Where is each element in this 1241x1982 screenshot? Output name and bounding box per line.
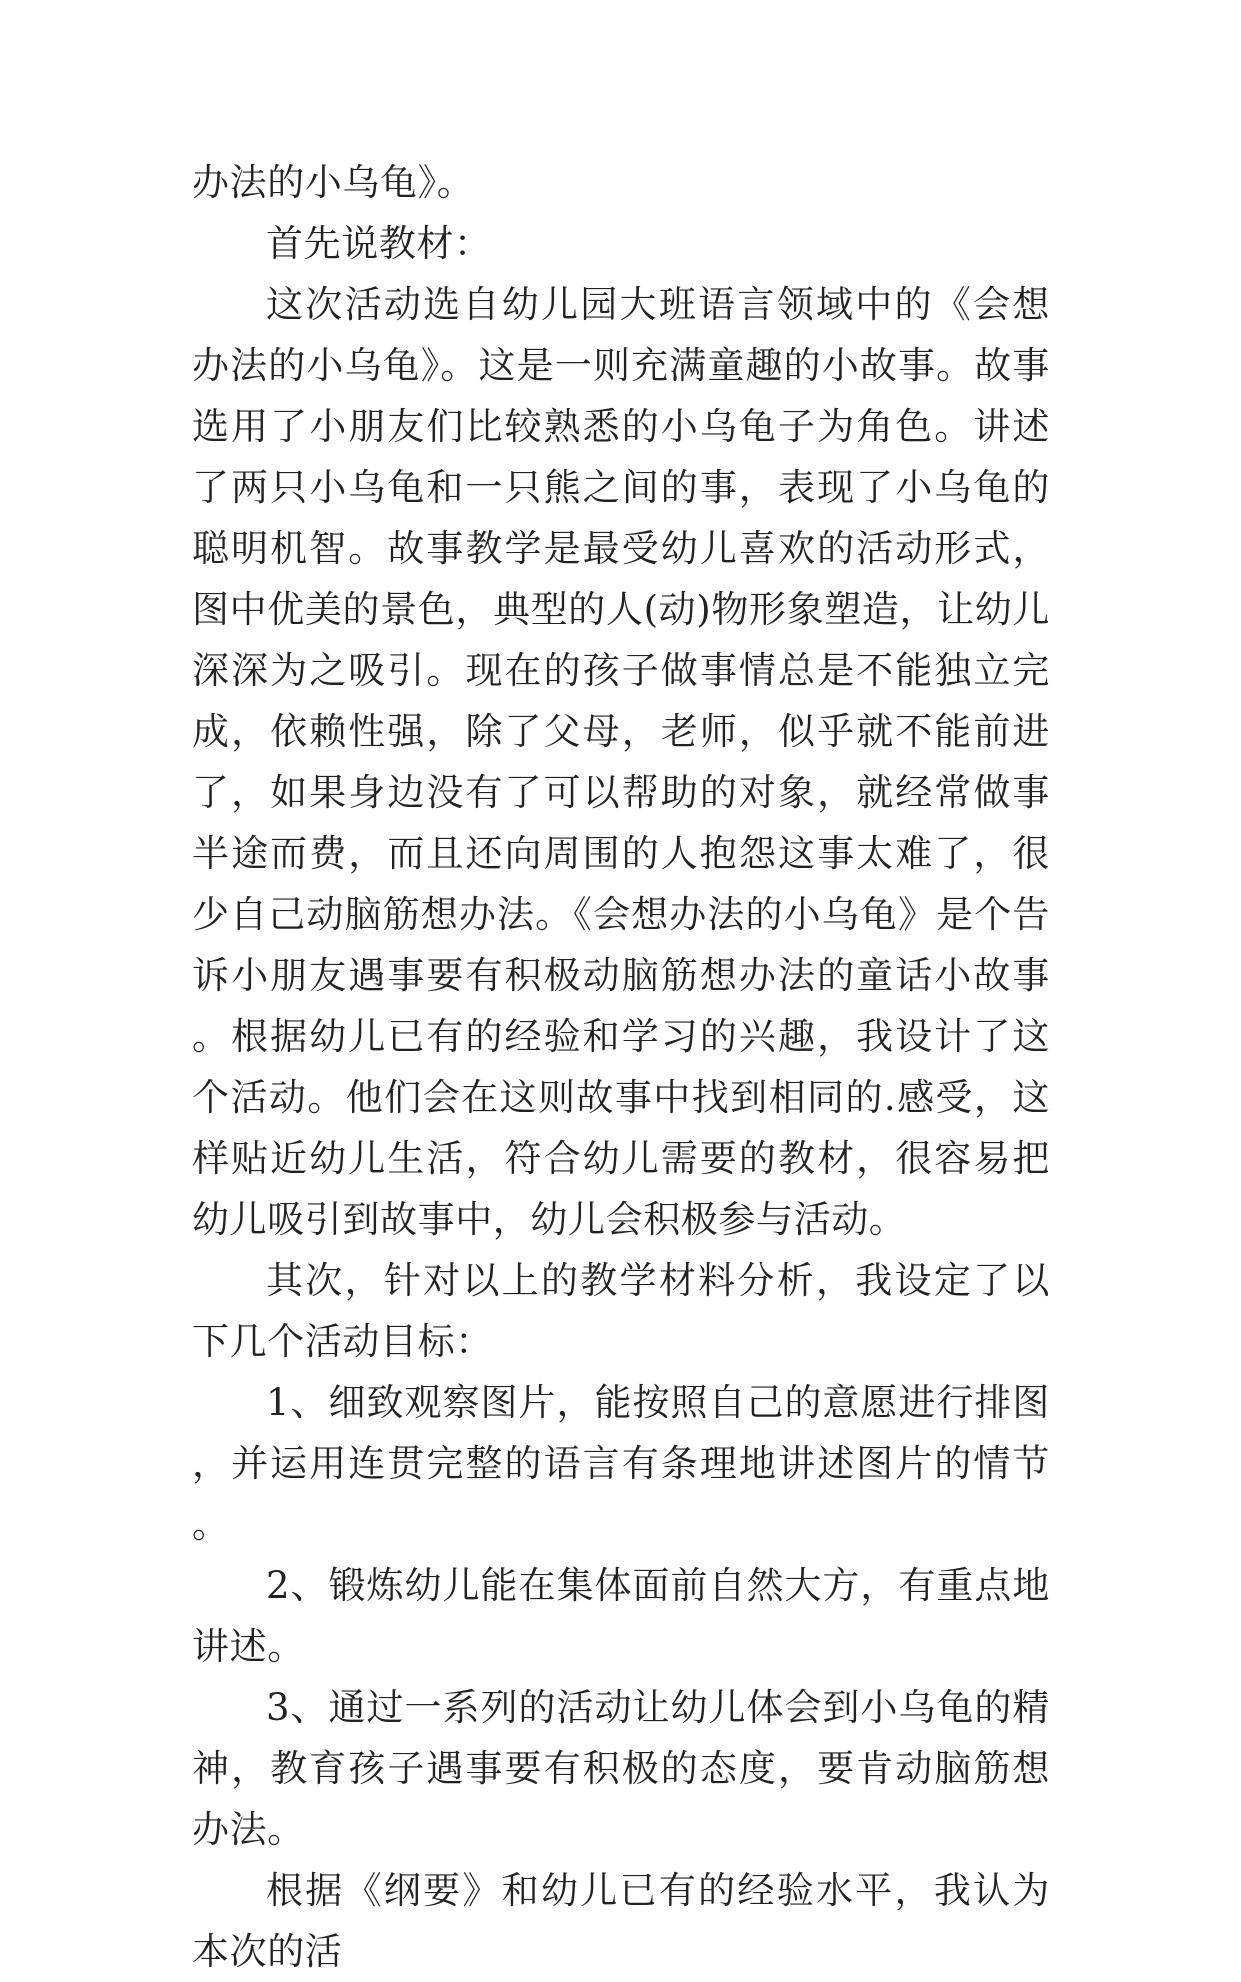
body-text — [192, 152, 1050, 1982]
paragraph-goal-1: 1、细致观察图片，能按照自己的意愿进行排图，并运用连贯完整的语言有条理地讲述图片的情节。 — [192, 1381, 1050, 1546]
paragraph-goal-3: 3、通过一系列的活动让幼儿体会到小乌龟的精神，教育孩子遇事要有积极的态度，要肯动脑筋想办法。 — [192, 1686, 1050, 1851]
paragraph-outline: 根据《纲要》和幼儿已有的经验水平，我认为本次的活 — [192, 1869, 1050, 1973]
paragraph-material-analysis: 这次活动选自幼儿园大班语言领域中的《会想办法的小乌龟》。这是一则充满童趣的小故事。故事选用了小朋友们比较熟悉的小乌龟子为角色。讲述了两只小乌龟和一只熊之间的事，表现了小乌龟的聪明机智。故事教学是最受幼儿喜欢的活动形式，图中优美的景色，典型的人(动)物形象塑造，让幼儿深深为之吸引。现在的孩子做事情总是不能独立完成，依赖性强，除了父母，老师，似乎就不能前进了，如果身边没有了可以帮助的对象，就经常做事半途而费，而且还向周围的人抱怨这事太难了，很少自己动脑筋想办法。《会想办法的小乌龟》是个告诉小朋友遇事要有积极动脑筋想办法的童话小故事。根据幼儿已有的经验和学习的兴趣，我设计了这个活动。他们会在这则故事中找到相同的.感受，这样贴近幼儿生活，符合幼儿需要的教材，很容易把幼儿吸引到故事中，幼儿会积极参与活动。 — [192, 283, 1050, 1241]
paragraph-continuation: 办法的小乌龟》。 — [192, 161, 475, 204]
paragraph-material-heading: 首先说教材： — [266, 222, 492, 265]
paragraph-goal-2: 2、锻炼幼儿能在集体面前自然大方，有重点地讲述。 — [192, 1564, 1050, 1668]
paragraph-goals-intro: 其次，针对以上的教学材料分析，我设定了以下几个活动目标： — [192, 1259, 1050, 1363]
